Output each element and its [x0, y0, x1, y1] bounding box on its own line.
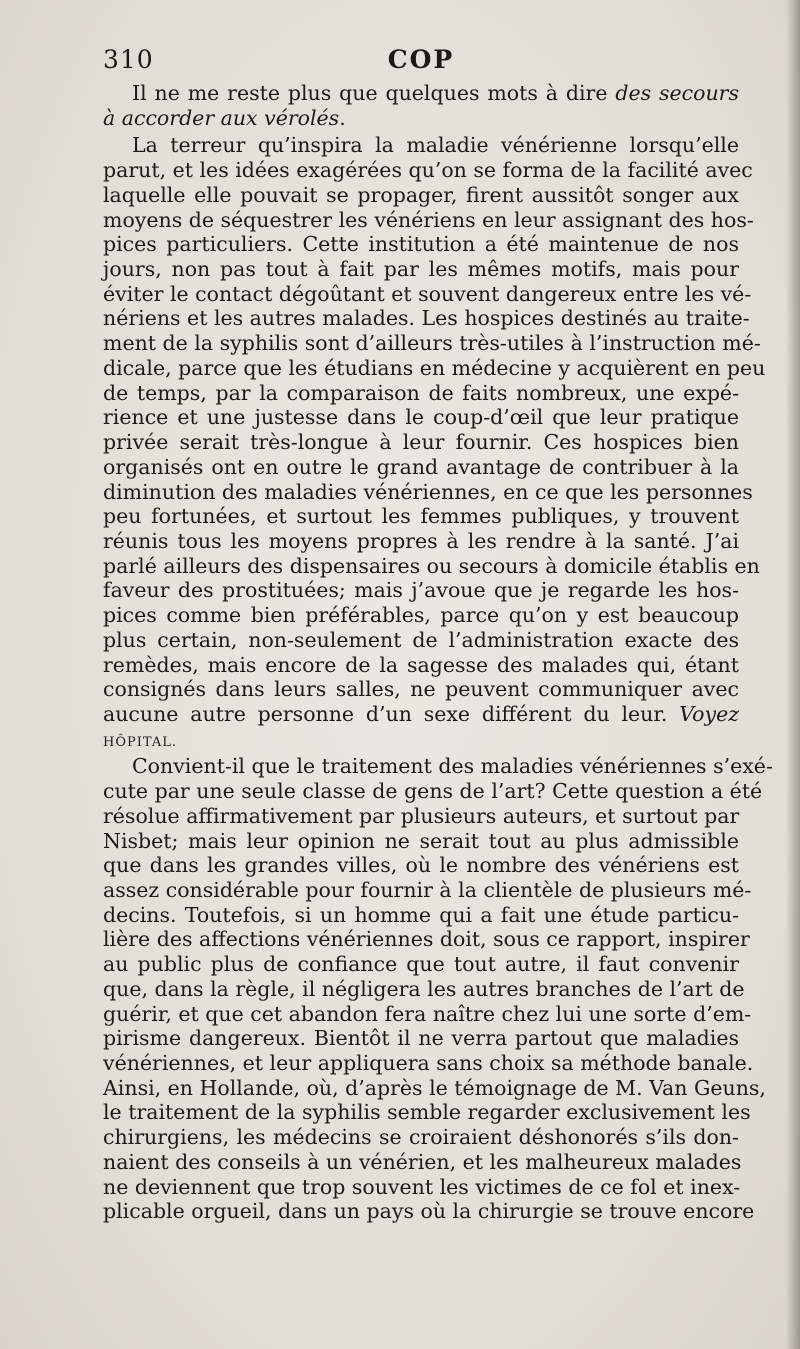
- paragraph: [103, 81, 739, 130]
- text-segment: Ainsi, en Hollande, où, d’après le témoignage de M. Van Geuns,: [103, 1075, 766, 1100]
- text-line: [103, 207, 754, 233]
- text-segment: Nisbet; mais leur opinion ne serait tout au plus admissible: [103, 828, 739, 853]
- text-segment: chirurgiens, les médecins se croiraient déshonorés s’ils don-: [103, 1125, 739, 1150]
- text-segment: que, dans la règle, il négligera les autres branches de l’art de: [103, 976, 745, 1001]
- italic-text: à accorder aux vérolés: [103, 105, 340, 130]
- text-segment: dicale, parce que les étudians en médecine y acquièrent en peu: [103, 355, 766, 380]
- text-segment: au public plus de confiance que tout autre, il faut convenir: [103, 952, 739, 977]
- text-segment: assez considérable pour fournir à la clientèle de plusieurs mé-: [103, 878, 752, 902]
- running-head: COP: [387, 45, 455, 74]
- text-segment: ment de la syphilis sont d’ailleurs très-utiles à l’instruction mé-: [103, 331, 761, 356]
- text-line: [103, 628, 739, 653]
- text-segment: parut, et les idées exagérées qu’on se forma de la facilité avec: [103, 158, 753, 183]
- text-line: [103, 1001, 752, 1027]
- text-line: [103, 878, 752, 903]
- text-line: [103, 529, 739, 554]
- text-segment: naient des conseils à un vénérien, et les malheureux malades: [103, 1149, 742, 1174]
- text-line: [103, 903, 739, 928]
- text-segment: que dans les grandes villes, où le nombre des vénériens est: [103, 853, 739, 878]
- text-segment: aucune autre personne d’un sexe différent du leur.: [103, 701, 680, 726]
- text-line: [103, 1051, 754, 1076]
- text-segment: de temps, par la comparaison de faits nombreux, une expé-: [103, 380, 739, 405]
- text-segment: parlé ailleurs des dispensaires ou secours à domicile établis en: [103, 553, 760, 578]
- text-line: [103, 829, 739, 854]
- text-segment: remèdes, mais encore de la sagesse des malades qui, étant: [103, 652, 739, 677]
- text-line: [103, 553, 760, 579]
- text-segment: résolue affirmativement par plusieurs auteurs, et surtout par: [103, 803, 740, 828]
- text-segment: pirisme dangereux. Bientôt il ne verra partout que maladies: [103, 1026, 739, 1051]
- body-text: [103, 81, 773, 1224]
- text-segment: réunis tous les moyens propres à les rendre à la santé. J’ai: [103, 528, 739, 553]
- text-segment: rience et une justesse dans le coup-d’œil que leur pratique: [103, 405, 739, 430]
- text-segment: consignés dans leurs salles, ne peuvent communiquer avec: [103, 677, 739, 702]
- text-segment: organisés ont en outre le grand avantage de contribuer à la: [103, 454, 739, 479]
- text-line: [103, 952, 739, 977]
- text-line: [103, 355, 766, 381]
- text-segment: HÔPITAL.: [103, 734, 177, 750]
- text-segment: laquelle elle pouvait se propager, firent aussitôt songer aux: [103, 182, 739, 207]
- text-segment: diminution des maladies vénériennes, en ce que les personnes: [103, 479, 753, 504]
- text-segment: plicable orgueil, dans un pays où la chirurgie se trouve encore: [103, 1199, 755, 1224]
- text-line: [103, 653, 739, 678]
- text-line: [103, 504, 739, 529]
- text-line: [103, 455, 739, 480]
- page-number: 310: [103, 45, 154, 74]
- text-segment: decins. Toutefois, si un homme qui a fait une étude particu-: [103, 902, 739, 927]
- text-segment: privée serait très-longue à leur fournir. Ces hospices bien: [103, 430, 739, 455]
- page-header: [103, 45, 739, 85]
- text-line: [103, 81, 739, 106]
- text-line: [103, 1199, 755, 1224]
- text-segment: vénériennes, et leur appliquera sans choix sa méthode banale.: [103, 1051, 754, 1076]
- text-segment: ne deviennent que trop souvent les victimes de ce fol et inex-: [103, 1174, 741, 1199]
- text-line: [103, 281, 752, 307]
- text-line: [103, 1026, 739, 1051]
- text-line: [103, 677, 739, 702]
- text-segment: pices comme bien préférables, parce qu’on y est beaucoup: [103, 603, 739, 628]
- text-line: [103, 927, 750, 952]
- paragraph: [103, 133, 766, 751]
- paragraph: [103, 754, 773, 1224]
- text-segment: faveur des prostituées; mais j’avoue que je regarde les hos-: [103, 578, 739, 603]
- text-line: [103, 804, 739, 829]
- text-segment: lière des affections vénériennes doit, sous ce rapport, inspirer: [103, 927, 750, 952]
- text-line: [103, 106, 739, 131]
- text-line: [103, 1075, 766, 1101]
- text-line: [103, 331, 761, 356]
- text-line: [103, 257, 739, 282]
- italic-text: Voyez: [679, 701, 739, 726]
- text-line: [103, 727, 739, 752]
- text-segment: moyens de séquestrer les vénériens en leur assignant des hos-: [103, 207, 754, 232]
- text-line: [103, 158, 753, 183]
- text-segment: cute par une seule classe de gens de l’art? Cette question a été: [103, 779, 763, 804]
- text-line: [103, 306, 750, 331]
- text-line: [103, 1149, 742, 1175]
- text-segment: éviter le contact dégoûtant et souvent dangereux entre les vé-: [103, 281, 752, 306]
- text-segment: peu fortunées, et surtout les femmes publiques, y trouvent: [103, 504, 739, 529]
- text-line: [103, 853, 739, 878]
- text-line: [103, 1175, 739, 1200]
- text-segment: La terreur qu’inspira la maladie vénérienne lorsqu’elle: [132, 133, 739, 158]
- text-line: [103, 183, 739, 208]
- text-line: [103, 702, 739, 727]
- text-line: [103, 232, 739, 257]
- text-line: [103, 430, 739, 455]
- text-segment: le traitement de la syphilis semble regarder exclusivement les: [103, 1100, 751, 1125]
- text-segment: .: [339, 105, 346, 130]
- text-segment: nériens et les autres malades. Les hospices destinés au traite-: [103, 306, 750, 331]
- text-line: [103, 578, 739, 603]
- text-segment: Il ne me reste plus que quelques mots à dire: [132, 81, 616, 105]
- text-segment: Convient-il que le traitement des maladies vénériennes s’exé-: [132, 754, 773, 779]
- text-segment: plus certain, non-seulement de l’administration exacte des: [103, 627, 739, 652]
- text-line: [103, 779, 763, 804]
- text-line: [103, 381, 739, 406]
- text-line: [103, 976, 745, 1002]
- text-segment: guérir, et que cet abandon fera naître chez lui une sorte d’em-: [103, 1001, 752, 1026]
- text-line: [103, 754, 773, 779]
- text-line: [103, 1125, 739, 1150]
- italic-text: des secours: [615, 81, 739, 105]
- text-line: [103, 603, 739, 628]
- text-segment: jours, non pas tout à fait par les mêmes motifs, mais pour: [103, 257, 739, 282]
- text-line: [103, 133, 739, 158]
- text-line: [103, 405, 739, 430]
- text-segment: pices particuliers. Cette institution a été maintenue de nos: [103, 232, 739, 257]
- text-line: [103, 1100, 751, 1125]
- text-line: [103, 479, 753, 505]
